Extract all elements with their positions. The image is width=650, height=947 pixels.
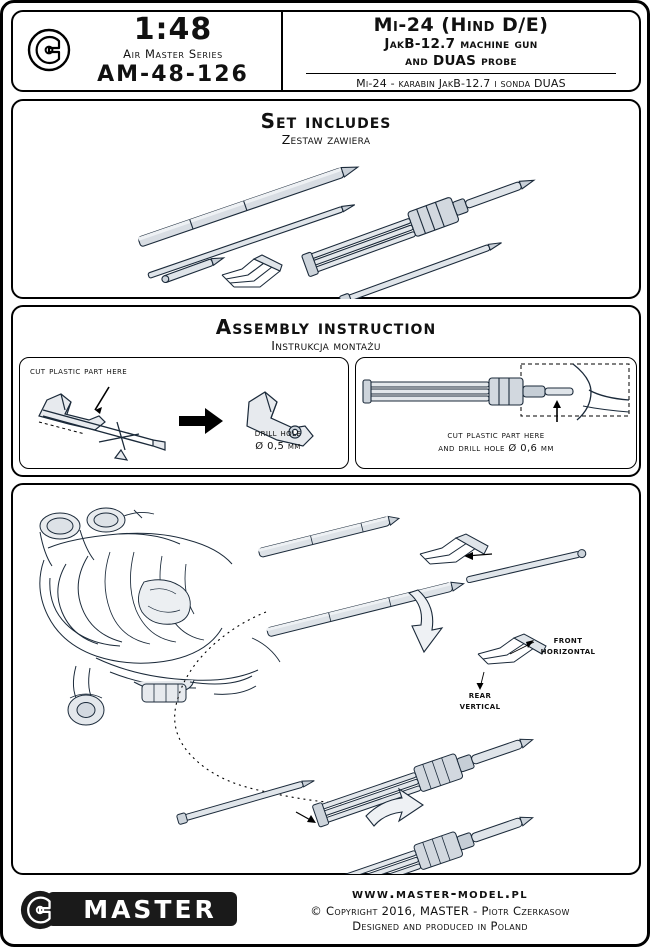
assembly-subtitle: Instrukcja montażu [271,338,381,353]
footer [11,879,641,941]
drill-hole-caption: drill hole Ø 0,5 mm [254,428,302,452]
set-includes-panel [11,99,641,299]
assembly-step-left [19,357,349,469]
page-subtitle-1: JakB-12.7 machine gun [384,36,538,52]
rear-vertical-label: rear vertical [459,690,501,713]
set-includes-title: Set includes [260,109,392,133]
assembly-left-illustration [21,370,347,470]
main-diagram-panel [11,483,641,875]
copyright-text: © Copyright 2016, MASTER - Piotr Czerkasow [310,903,570,918]
scale-label: 1:48 [133,12,213,47]
assembly-step-right [355,357,637,469]
header-left [13,12,283,90]
label-leaders [477,640,535,690]
assembly-right-illustration [357,360,635,432]
page-subtitle-2: and DUAS probe [405,52,517,69]
mi24-helicopter-line-drawing [14,486,640,874]
master-c-logo-icon [27,28,71,72]
cut-plastic-caption-left: cut plastic part here [30,366,128,377]
down-arrow-pointer-icon [95,387,109,414]
master-brand-logo [17,887,239,933]
set-includes-subtitle: Zestaw zawiera [281,132,371,147]
cut-plastic-caption-right: cut plastic part here and drill hole Ø 0,6 mm [438,430,554,454]
set-includes-parts-illustration [14,149,640,299]
master-c-logo-icon [19,889,61,931]
up-arrow-pointer-icon [553,400,561,422]
insert-arrow-icon [296,812,316,823]
page-title: Mi-24 (Hind D/E) [373,14,549,36]
header-right [283,12,639,90]
assembly-title: Assembly instruction [215,315,437,339]
assembly-panel [11,305,641,477]
website-url[interactable]: www.master-model.pl [351,886,529,903]
series-label: Air Master Series [123,47,223,61]
produced-text: Designed and produced in Poland [352,919,528,934]
page-title-polish: Mi-24 - karabin JakB-12.7 i sonda DUAS [356,77,566,90]
product-code: AM-48-126 [97,62,249,87]
title-divider [306,73,616,74]
front-horizontal-label: front horizontal [540,635,596,658]
brand-name: MASTER [83,894,217,924]
header [11,10,641,92]
